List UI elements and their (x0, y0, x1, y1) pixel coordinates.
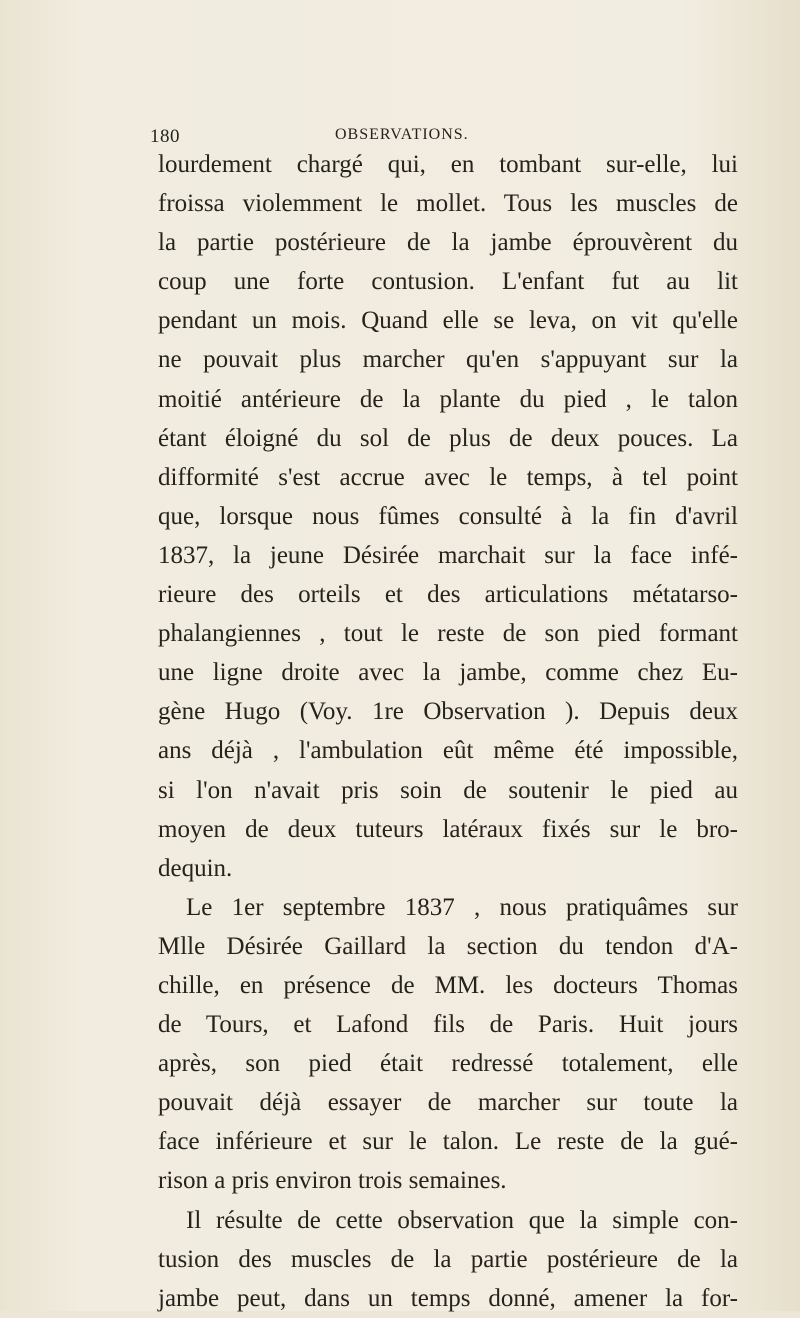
text-line: étant éloigné du sol de plus de deux pouces. La (158, 424, 738, 452)
running-title: OBSERVATIONS. (335, 126, 469, 143)
text-line: lourdement chargé qui, en tombant sur-elle, lui (158, 151, 738, 178)
text-line: coup une forte contusion. L'enfant fut au lit (158, 268, 738, 296)
text-line: que, lorsque nous fûmes consulté à la fin d'avril (158, 502, 738, 530)
text-line: moitié antérieure de la plante du pied , le talon (158, 385, 738, 413)
text-line: face inférieure et sur le talon. Le reste de la gué- (158, 1128, 738, 1156)
text-line: rieure des orteils et des articulations métatarso- (158, 581, 738, 609)
page-number: 180 (150, 126, 180, 147)
text-line: pendant un mois. Quand elle se leva, on vit qu'elle (158, 307, 738, 335)
text-line: la partie postérieure de la jambe éprouvèrent du (158, 229, 738, 257)
text-line: difformité s'est accrue avec le temps, à tel point (158, 463, 738, 491)
text-line: une ligne droite avec la jambe, comme chez Eu- (158, 659, 738, 687)
text-line: après, son pied était redressé totalement, elle (158, 1050, 738, 1078)
text-line: Le 1er septembre 1837 , nous pratiquâmes sur (186, 893, 738, 921)
text-line: ne pouvait plus marcher qu'en s'appuyant sur la (158, 346, 738, 374)
text-line: rison a pris environ trois semaines. (158, 1167, 507, 1195)
text-line: phalangiennes , tout le reste de son pied formant (158, 620, 738, 648)
body-text (158, 145, 738, 1318)
text-line: gène Hugo (Voy. 1re Observation ). Depuis deux (158, 698, 738, 726)
text-line: jambe peut, dans un temps donné, amener la for- (158, 1284, 738, 1312)
text-line: ans déjà , l'ambulation eût même été impossible, (158, 737, 738, 765)
text-line: 1837, la jeune Désirée marchait sur la face infé- (158, 541, 738, 569)
text-line: Mlle Désirée Gaillard la section du tendon d'A- (158, 932, 738, 960)
text-line: moyen de deux tuteurs latéraux fixés sur le bro- (158, 815, 738, 843)
text-line: chille, en présence de MM. les docteurs Thomas (158, 971, 738, 999)
text-line: de Tours, et Lafond fils de Paris. Huit jours (158, 1011, 738, 1039)
text-line: dequin. (158, 854, 233, 882)
text-line: froissa violemment le mollet. Tous les muscles de (158, 190, 738, 218)
text-line: pouvait déjà essayer de marcher sur toute la (158, 1089, 738, 1117)
text-line: tusion des muscles de la partie postérieure de la (158, 1245, 738, 1273)
text-line: Il résulte de cette observation que la simple con- (186, 1206, 738, 1234)
text-line: si l'on n'avait pris soin de soutenir le pied au (158, 776, 738, 804)
